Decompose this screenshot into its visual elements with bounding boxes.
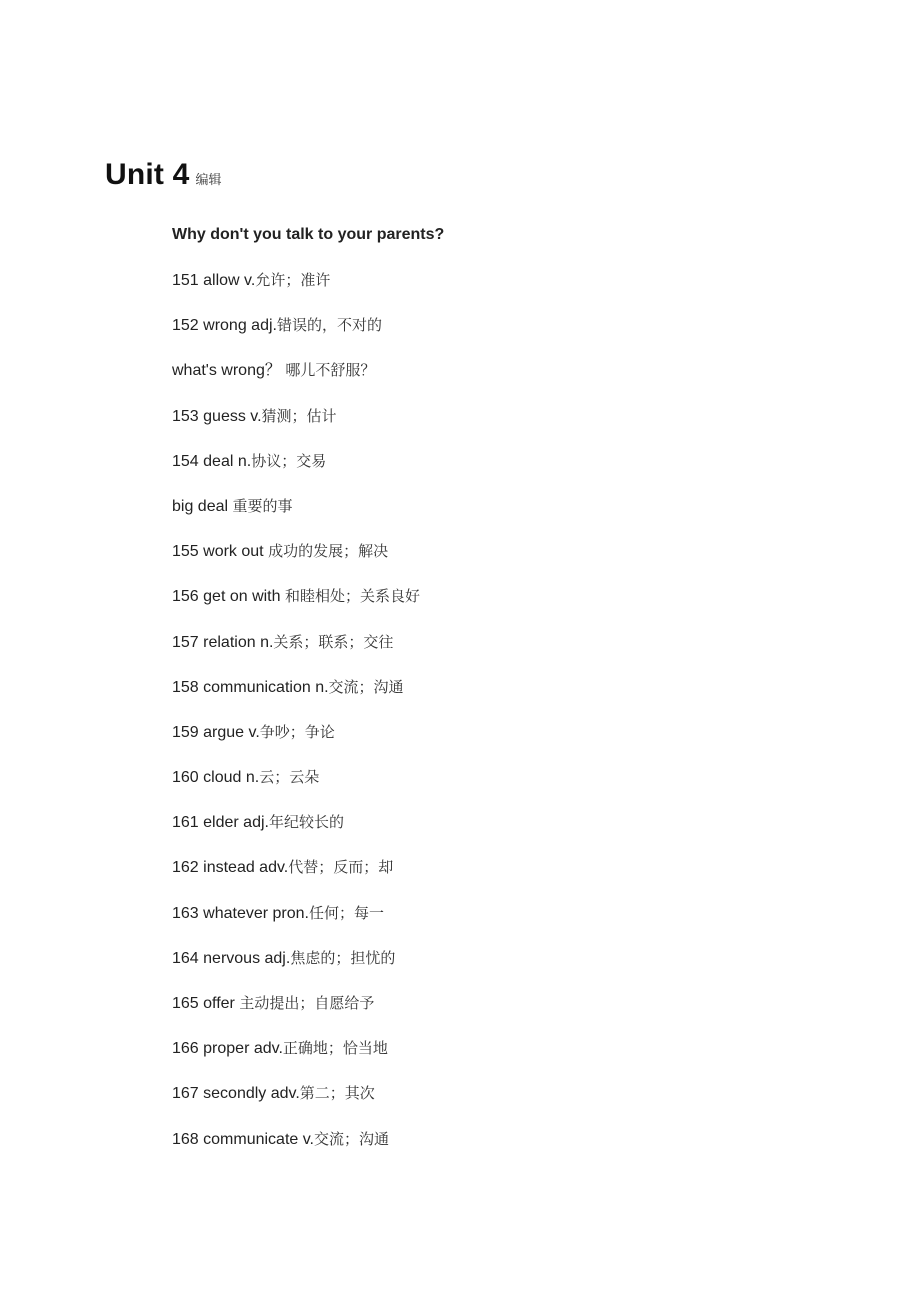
vocab-entry <box>172 722 420 767</box>
vocab-entry <box>172 496 420 541</box>
vocab-entry <box>172 541 420 586</box>
vocab-chinese: 重要的事 <box>232 496 293 515</box>
vocab-entry <box>172 767 420 812</box>
vocab-english: 168 communicate v. <box>172 1130 314 1148</box>
vocab-english: 165 offer <box>172 995 240 1012</box>
vocab-english: 151 allow v. <box>172 272 256 289</box>
vocab-english: 159 argue v. <box>172 723 260 741</box>
vocab-english: 163 whatever pron. <box>172 904 309 922</box>
vocab-entry <box>172 270 420 315</box>
vocab-chinese: 正确地；恰当地 <box>282 1039 388 1058</box>
vocab-chinese: 主动提出；自愿给予 <box>239 994 375 1012</box>
vocab-chinese: 交流；沟通 <box>328 677 404 696</box>
vocab-english: 157 relation n. <box>172 633 274 651</box>
vocab-english: 161 elder adj. <box>172 814 269 832</box>
vocab-entry <box>172 406 420 451</box>
vocab-entry <box>172 948 420 993</box>
vocab-english: 162 instead adv. <box>172 859 289 877</box>
vocab-entry <box>172 812 420 857</box>
vocab-entry <box>172 451 420 496</box>
vocab-entry <box>172 1129 420 1174</box>
vocab-english: 160 cloud n. <box>172 769 260 787</box>
lesson-subtitle: Why don't you talk to your parents? <box>172 226 445 243</box>
vocab-english: 156 get on with <box>172 588 285 606</box>
vocab-english: 152 wrong adj. <box>172 317 277 335</box>
vocabulary-list <box>172 270 420 1174</box>
vocab-chinese: 允许；准许 <box>255 271 331 289</box>
vocab-entry <box>172 993 420 1038</box>
vocab-chinese: 任何；每一 <box>308 903 384 922</box>
vocab-entry <box>172 315 420 360</box>
edit-link[interactable]: 编辑 <box>195 173 222 188</box>
vocab-english: 158 communication n. <box>172 678 329 696</box>
vocab-english: big deal <box>172 497 233 515</box>
vocab-chinese: 代替；反而；却 <box>288 858 394 877</box>
vocab-english: 153 guess v. <box>172 407 262 425</box>
vocab-entry <box>172 1083 420 1128</box>
vocab-english: 155 work out <box>172 543 269 561</box>
vocab-entry <box>172 586 420 631</box>
vocab-chinese: 和睦相处；关系良好 <box>284 587 420 606</box>
vocab-chinese: 哪儿不舒服？ <box>285 361 376 380</box>
vocab-english: what's wrong？ <box>172 362 286 380</box>
vocab-chinese: 年纪较长的 <box>268 813 344 832</box>
vocab-chinese: 第二；其次 <box>299 1084 375 1103</box>
vocab-chinese: 交流；沟通 <box>314 1129 390 1148</box>
vocab-chinese: 焦虑的；担忧的 <box>290 948 396 967</box>
vocab-chinese: 成功的发展；解决 <box>268 542 389 561</box>
vocab-english: 166 proper adv. <box>172 1040 283 1058</box>
vocab-entry <box>172 857 420 902</box>
vocab-chinese: 错误的，不对的 <box>276 316 382 335</box>
vocab-entry <box>172 903 420 948</box>
vocab-english: 167 secondly adv. <box>172 1085 300 1103</box>
vocab-english: 164 nervous adj. <box>172 949 291 967</box>
vocab-chinese: 云；云朵 <box>259 768 320 787</box>
vocab-entry <box>172 677 420 722</box>
vocab-chinese: 关系；联系；交往 <box>273 632 394 651</box>
vocab-entry <box>172 360 420 405</box>
vocab-chinese: 争吵；争论 <box>259 722 335 741</box>
vocab-chinese: 猜测；估计 <box>261 406 337 425</box>
unit-title: Unit 4 <box>105 158 190 191</box>
vocab-english: 154 deal n. <box>172 452 252 470</box>
vocab-chinese: 协议；交易 <box>251 451 327 470</box>
unit-heading <box>105 158 222 192</box>
vocab-entry <box>172 632 420 677</box>
vocab-entry <box>172 1038 420 1083</box>
